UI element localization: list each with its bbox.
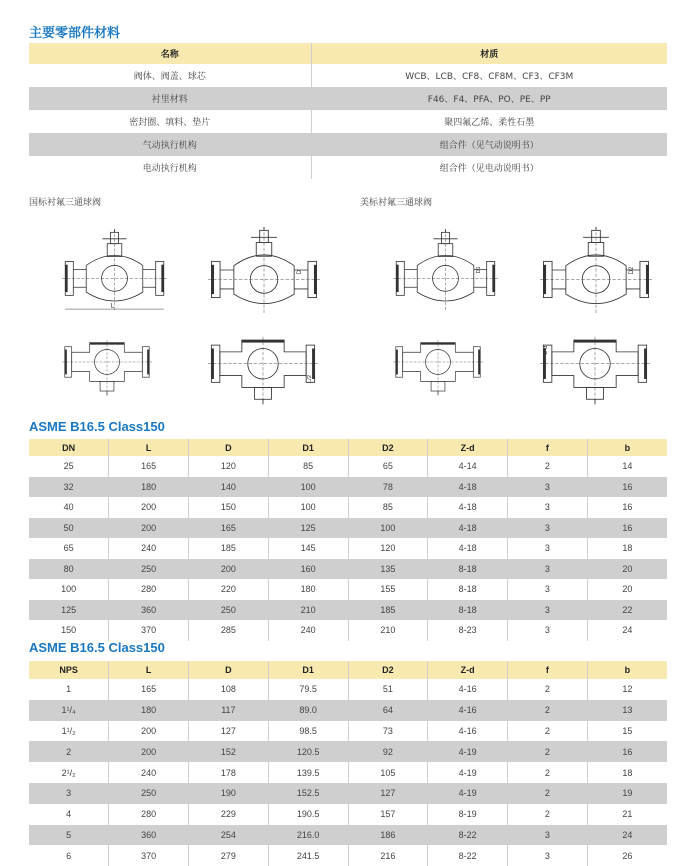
- table-cell: 2: [508, 762, 588, 783]
- table1-row: [29, 579, 667, 600]
- table-cell: 22: [587, 600, 667, 621]
- table-cell: 18: [587, 762, 667, 783]
- table-cell: 2¹/₂: [29, 762, 109, 783]
- table-cell: 150: [29, 620, 109, 641]
- table1-row: [29, 538, 667, 559]
- table-cell: 280: [109, 579, 189, 600]
- table1-header: D2: [348, 439, 428, 456]
- table-cell: 18: [587, 538, 667, 559]
- table-cell: 180: [109, 700, 189, 721]
- table2-row: [29, 804, 667, 825]
- table-cell: 4-19: [428, 762, 508, 783]
- table-cell: 4-18: [428, 477, 508, 498]
- dim-label-D2: D2: [629, 266, 636, 275]
- table1-header: D1: [268, 439, 348, 456]
- dn-dimension-table: [29, 439, 667, 641]
- table2-header: b: [587, 661, 667, 679]
- table-cell: 157: [348, 804, 428, 825]
- table-cell: 150: [189, 497, 269, 518]
- table2-header: NPS: [29, 661, 109, 679]
- table1-row: [29, 497, 667, 518]
- table-cell: 250: [189, 600, 269, 621]
- materials-cell: 阀体、阀盖、球芯: [29, 64, 311, 87]
- table-cell: 370: [109, 620, 189, 641]
- table-cell: 24: [587, 620, 667, 641]
- table2-header: Z-d: [428, 661, 508, 679]
- materials-row: [29, 133, 667, 156]
- table-cell: 5: [29, 825, 109, 846]
- table1-header: DN: [29, 439, 109, 456]
- table-cell: 8-19: [428, 804, 508, 825]
- table1-row: [29, 559, 667, 580]
- table-cell: 165: [109, 456, 189, 477]
- materials-header-row: [29, 43, 667, 64]
- table-cell: 15: [587, 721, 667, 742]
- table-cell: 254: [189, 825, 269, 846]
- table-cell: 200: [109, 518, 189, 539]
- table-cell: 8-23: [428, 620, 508, 641]
- materials-table: [29, 43, 667, 179]
- table-cell: 250: [109, 783, 189, 804]
- table1-row: [29, 620, 667, 641]
- table-cell: 4-16: [428, 679, 508, 700]
- table-cell: 127: [189, 721, 269, 742]
- table-cell: 120.5: [268, 741, 348, 762]
- table-cell: 229: [189, 804, 269, 825]
- table-cell: 200: [109, 721, 189, 742]
- table-cell: 98.5: [268, 721, 348, 742]
- table-cell: 100: [268, 477, 348, 498]
- table-cell: 8-18: [428, 600, 508, 621]
- table-cell: 6: [29, 845, 109, 866]
- table1-title: ASME B16.5 Class150: [29, 419, 165, 434]
- dim-label-Zd: Z-d: [542, 345, 549, 355]
- table-cell: 165: [109, 679, 189, 700]
- table2-header: L: [109, 661, 189, 679]
- table-cell: 24: [587, 825, 667, 846]
- table1-header: f: [508, 439, 588, 456]
- table-cell: 65: [29, 538, 109, 559]
- materials-row: [29, 110, 667, 133]
- dim-label-D: D: [297, 269, 304, 275]
- table-cell: 125: [29, 600, 109, 621]
- table-cell: 13: [587, 700, 667, 721]
- gb-valve-bottom-side-drawing: [208, 328, 318, 413]
- table2-row: [29, 783, 667, 804]
- table-cell: 79.5: [268, 679, 348, 700]
- dim-label-D1: D1: [476, 266, 483, 274]
- table-cell: 200: [109, 741, 189, 762]
- table-cell: 16: [587, 497, 667, 518]
- table-cell: 140: [189, 477, 269, 498]
- table-cell: 3: [508, 497, 588, 518]
- table2-row: [29, 679, 667, 700]
- table-cell: 4-19: [428, 783, 508, 804]
- table-cell: 50: [29, 518, 109, 539]
- table-cell: 4-16: [428, 721, 508, 742]
- table1-header-row: [29, 439, 667, 456]
- table-cell: 16: [587, 518, 667, 539]
- table2-row: [29, 825, 667, 846]
- table2-header: D1: [268, 661, 348, 679]
- table-cell: 155: [348, 579, 428, 600]
- table-cell: 4-19: [428, 741, 508, 762]
- table-cell: 3: [508, 579, 588, 600]
- table-cell: 280: [109, 804, 189, 825]
- caption-us-valve: 美标衬氟三通球阀: [360, 198, 433, 208]
- materials-header-material: 材质: [311, 43, 667, 64]
- table-cell: 80: [29, 559, 109, 580]
- us-valve-bottom-drawing: [393, 330, 483, 405]
- table-cell: 216.0: [268, 825, 348, 846]
- table-cell: 4-16: [428, 700, 508, 721]
- table-cell: 8-18: [428, 579, 508, 600]
- materials-header-name: 名称: [29, 43, 311, 64]
- table-cell: 152: [189, 741, 269, 762]
- table2-header: D2: [348, 661, 428, 679]
- materials-cell: 组合件（见气动说明书）: [311, 133, 667, 156]
- table-cell: 360: [109, 600, 189, 621]
- table2-row: [29, 741, 667, 762]
- table-cell: 139.5: [268, 762, 348, 783]
- materials-row: [29, 87, 667, 110]
- table-cell: 4-18: [428, 538, 508, 559]
- table1-header: L: [109, 439, 189, 456]
- table-cell: 200: [109, 497, 189, 518]
- table-cell: 152.5: [268, 783, 348, 804]
- table-cell: 180: [109, 477, 189, 498]
- table2-row: [29, 845, 667, 866]
- table-cell: 240: [109, 762, 189, 783]
- table-cell: 4-18: [428, 518, 508, 539]
- us-valve-front-drawing: [393, 222, 498, 317]
- table2-header: f: [508, 661, 588, 679]
- table-cell: 8-22: [428, 825, 508, 846]
- table-cell: 78: [348, 477, 428, 498]
- table-cell: 1: [29, 679, 109, 700]
- table-cell: 165: [189, 518, 269, 539]
- table-cell: 20: [587, 579, 667, 600]
- table-cell: 100: [348, 518, 428, 539]
- table-cell: 2: [29, 741, 109, 762]
- us-valve-bottom-side-drawing: [540, 328, 650, 413]
- table-cell: 250: [109, 559, 189, 580]
- table-cell: 240: [109, 538, 189, 559]
- table-cell: 2: [508, 741, 588, 762]
- caption-gb-valve: 国标衬氟三通球阀: [29, 198, 102, 208]
- table-cell: 8-18: [428, 559, 508, 580]
- table-cell: 4: [29, 804, 109, 825]
- table-cell: 120: [189, 456, 269, 477]
- table-cell: 85: [268, 456, 348, 477]
- table-cell: 51: [348, 679, 428, 700]
- table1-header: Z-d: [428, 439, 508, 456]
- table1-row: [29, 477, 667, 498]
- table-cell: 19: [587, 783, 667, 804]
- table-cell: 2: [508, 456, 588, 477]
- table-cell: 12: [587, 679, 667, 700]
- table-cell: 3: [508, 538, 588, 559]
- table-cell: 3: [508, 477, 588, 498]
- table-cell: 100: [29, 579, 109, 600]
- table-cell: 200: [189, 559, 269, 580]
- table-cell: 21: [587, 804, 667, 825]
- table-cell: 185: [348, 600, 428, 621]
- table2-title: ASME B16.5 Class150: [29, 640, 165, 655]
- materials-cell: 气动执行机构: [29, 133, 311, 156]
- table-cell: 3: [508, 825, 588, 846]
- materials-cell: 衬里材料: [29, 87, 311, 110]
- table-cell: 14: [587, 456, 667, 477]
- table2-row: [29, 721, 667, 742]
- table-cell: 85: [348, 497, 428, 518]
- materials-row: [29, 156, 667, 179]
- table-cell: 2: [508, 783, 588, 804]
- table-cell: 20: [587, 559, 667, 580]
- table1-row: [29, 600, 667, 621]
- table-cell: 145: [268, 538, 348, 559]
- materials-cell: WCB、LCB、CF8、CF8M、CF3、CF3M: [311, 64, 667, 87]
- table-cell: 2: [508, 700, 588, 721]
- table-cell: 125: [268, 518, 348, 539]
- table-cell: 25: [29, 456, 109, 477]
- table-cell: 2: [508, 804, 588, 825]
- table2-header: D: [189, 661, 269, 679]
- table-cell: 100: [268, 497, 348, 518]
- table-cell: 92: [348, 741, 428, 762]
- gb-valve-bottom-drawing: [62, 330, 152, 405]
- table-cell: 8-22: [428, 845, 508, 866]
- table-cell: 360: [109, 825, 189, 846]
- dim-label-L: L: [110, 302, 115, 310]
- table-cell: 16: [587, 477, 667, 498]
- materials-cell: F46、F4、PFA、PO、PE、PP: [311, 87, 667, 110]
- table1-row: [29, 518, 667, 539]
- table-cell: 65: [348, 456, 428, 477]
- table-cell: 186: [348, 825, 428, 846]
- table-cell: 2: [508, 679, 588, 700]
- table-cell: 32: [29, 477, 109, 498]
- table-cell: 3: [508, 620, 588, 641]
- table-cell: 216: [348, 845, 428, 866]
- table1-header: D: [189, 439, 269, 456]
- table-cell: 105: [348, 762, 428, 783]
- table-cell: 4-18: [428, 497, 508, 518]
- materials-title: 主要零部件材料: [29, 26, 121, 41]
- us-valve-side-drawing: [540, 220, 652, 320]
- materials-cell: 电动执行机构: [29, 156, 311, 179]
- nps-dimension-table: [29, 661, 667, 866]
- table-cell: 16: [587, 741, 667, 762]
- table-cell: 40: [29, 497, 109, 518]
- table1-row: [29, 456, 667, 477]
- table-cell: 64: [348, 700, 428, 721]
- table-cell: 240: [268, 620, 348, 641]
- table1-header: b: [587, 439, 667, 456]
- table-cell: 178: [189, 762, 269, 783]
- gb-valve-front-drawing: [62, 222, 167, 317]
- table-cell: 1¹/₄: [29, 700, 109, 721]
- table-cell: 279: [189, 845, 269, 866]
- table-cell: 3: [508, 518, 588, 539]
- table-cell: 117: [189, 700, 269, 721]
- materials-cell: 密封圈、填料、垫片: [29, 110, 311, 133]
- table-cell: 160: [268, 559, 348, 580]
- table2-row: [29, 762, 667, 783]
- table-cell: 89.0: [268, 700, 348, 721]
- table-cell: 3: [508, 559, 588, 580]
- table-cell: 2: [508, 721, 588, 742]
- table-cell: 190: [189, 783, 269, 804]
- dim-label-L2: L/2: [307, 374, 314, 384]
- table-cell: 210: [348, 620, 428, 641]
- table-cell: 3: [508, 845, 588, 866]
- table-cell: 185: [189, 538, 269, 559]
- table-cell: 285: [189, 620, 269, 641]
- table-cell: 4-14: [428, 456, 508, 477]
- table-cell: 241.5: [268, 845, 348, 866]
- table-cell: 210: [268, 600, 348, 621]
- table2-header-row: [29, 661, 667, 679]
- table-cell: 190.5: [268, 804, 348, 825]
- table-cell: 135: [348, 559, 428, 580]
- table-cell: 1¹/₂: [29, 721, 109, 742]
- table-cell: 73: [348, 721, 428, 742]
- materials-cell: 聚四氟乙烯、柔性石墨: [311, 110, 667, 133]
- table-cell: 26: [587, 845, 667, 866]
- table-cell: 3: [508, 600, 588, 621]
- table-cell: 108: [189, 679, 269, 700]
- materials-row: [29, 64, 667, 87]
- table2-row: [29, 700, 667, 721]
- table-cell: 127: [348, 783, 428, 804]
- gb-valve-side-drawing: [208, 220, 320, 320]
- table-cell: 370: [109, 845, 189, 866]
- table-cell: 180: [268, 579, 348, 600]
- materials-cell: 组合件（见电动说明书）: [311, 156, 667, 179]
- table-cell: 220: [189, 579, 269, 600]
- table-cell: 3: [29, 783, 109, 804]
- table-cell: 120: [348, 538, 428, 559]
